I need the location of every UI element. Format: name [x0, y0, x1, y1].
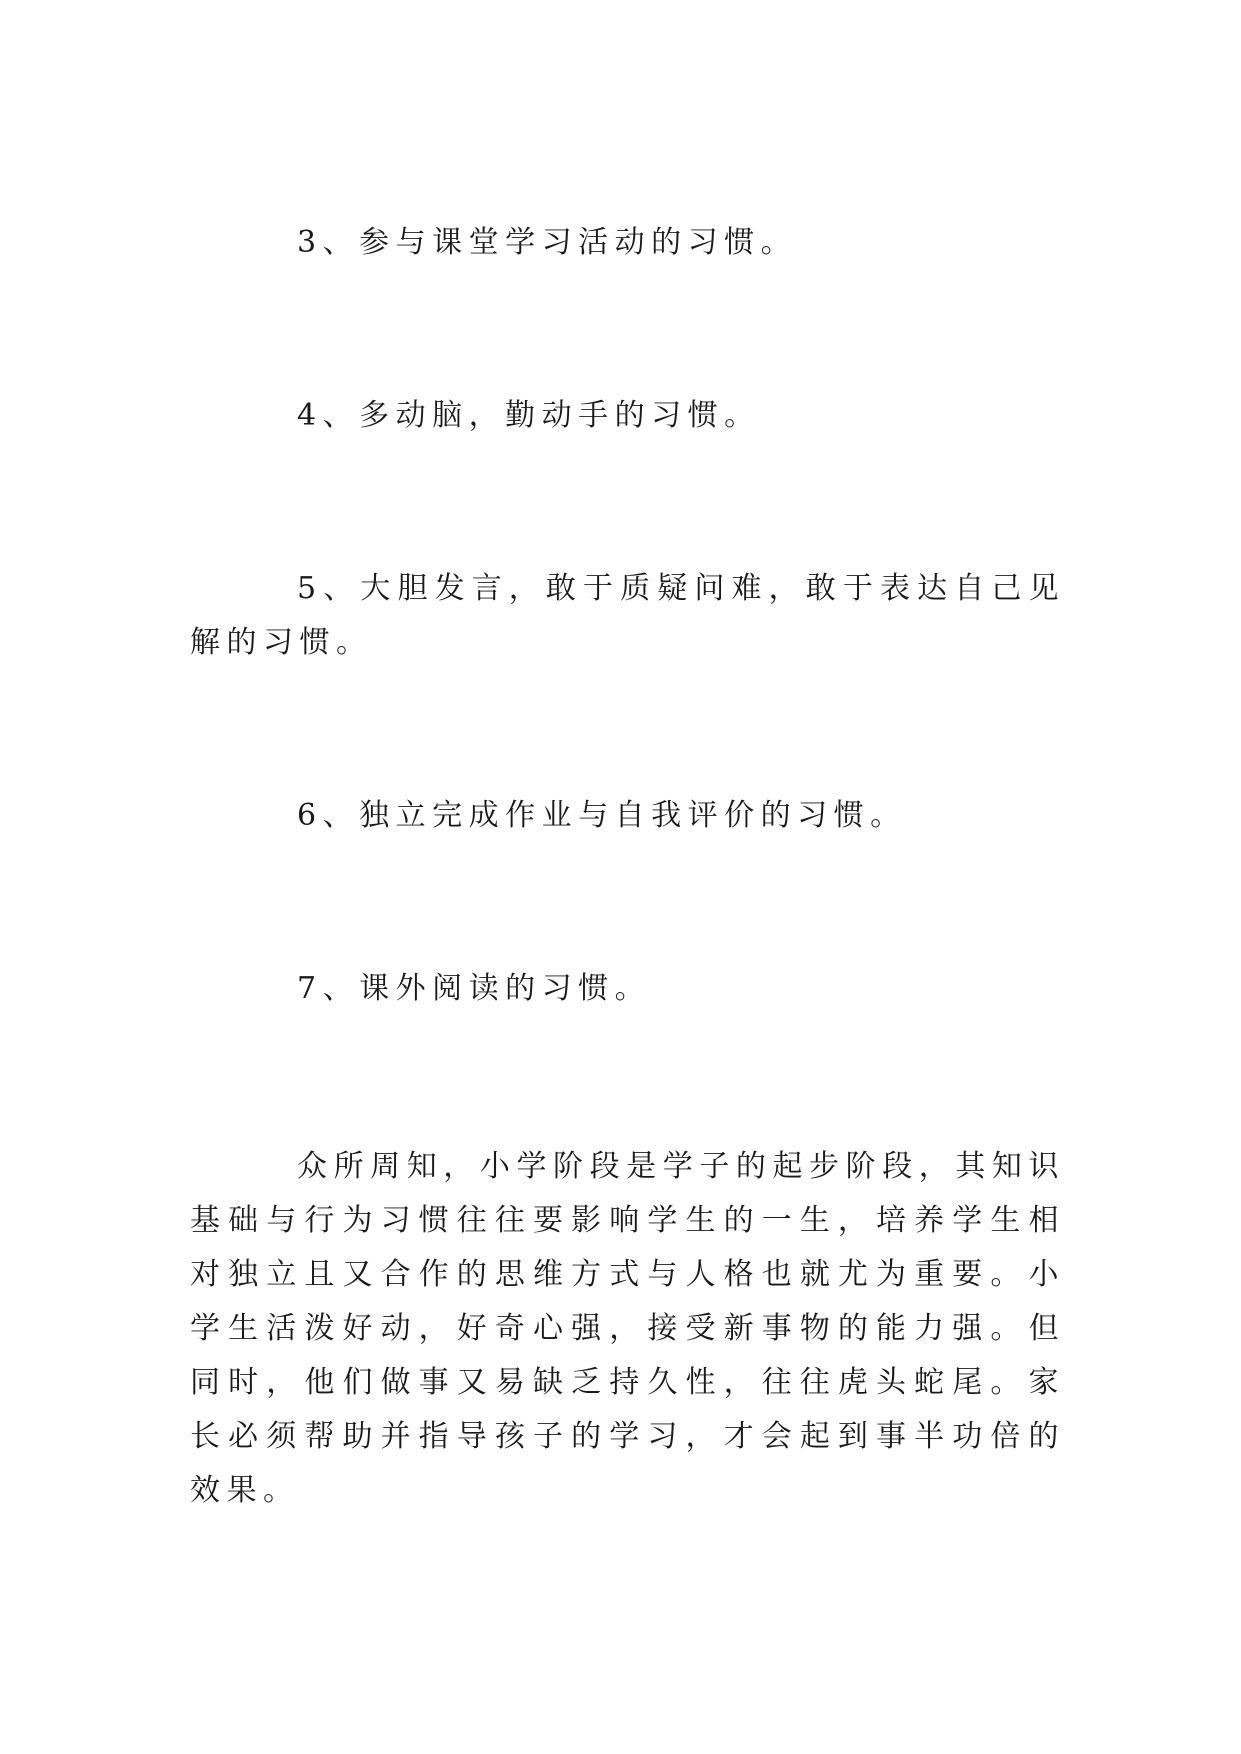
habit-item-3: 3、参与课堂学习活动的习惯。 — [297, 225, 798, 260]
habit-item-6: 6、独立完成作业与自我评价的习惯。 — [297, 798, 907, 833]
habit-item-4: 4、多动脑，勤动手的习惯。 — [297, 398, 761, 433]
habit-item-5: 5、大胆发言，敢于质疑问难，敢于表达自己见解的习惯。 — [190, 571, 1065, 660]
body-paragraph: 众所周知，小学阶段是学子的起步阶段，其知识基础与行为习惯往往要影响学生的一生，培养学生相对独立且又合作的思维方式与人格也就尤为重要。小学生活泼好动，好奇心强，接受新事物的能力强。但同时，他们做事又易缺乏持久性，往往虎头蛇尾。家长必须帮助并指导孩子的学习，才会起到事半功倍的效果。 — [190, 1149, 1065, 1508]
habit-item-7: 7、课外阅读的习惯。 — [297, 971, 652, 1006]
